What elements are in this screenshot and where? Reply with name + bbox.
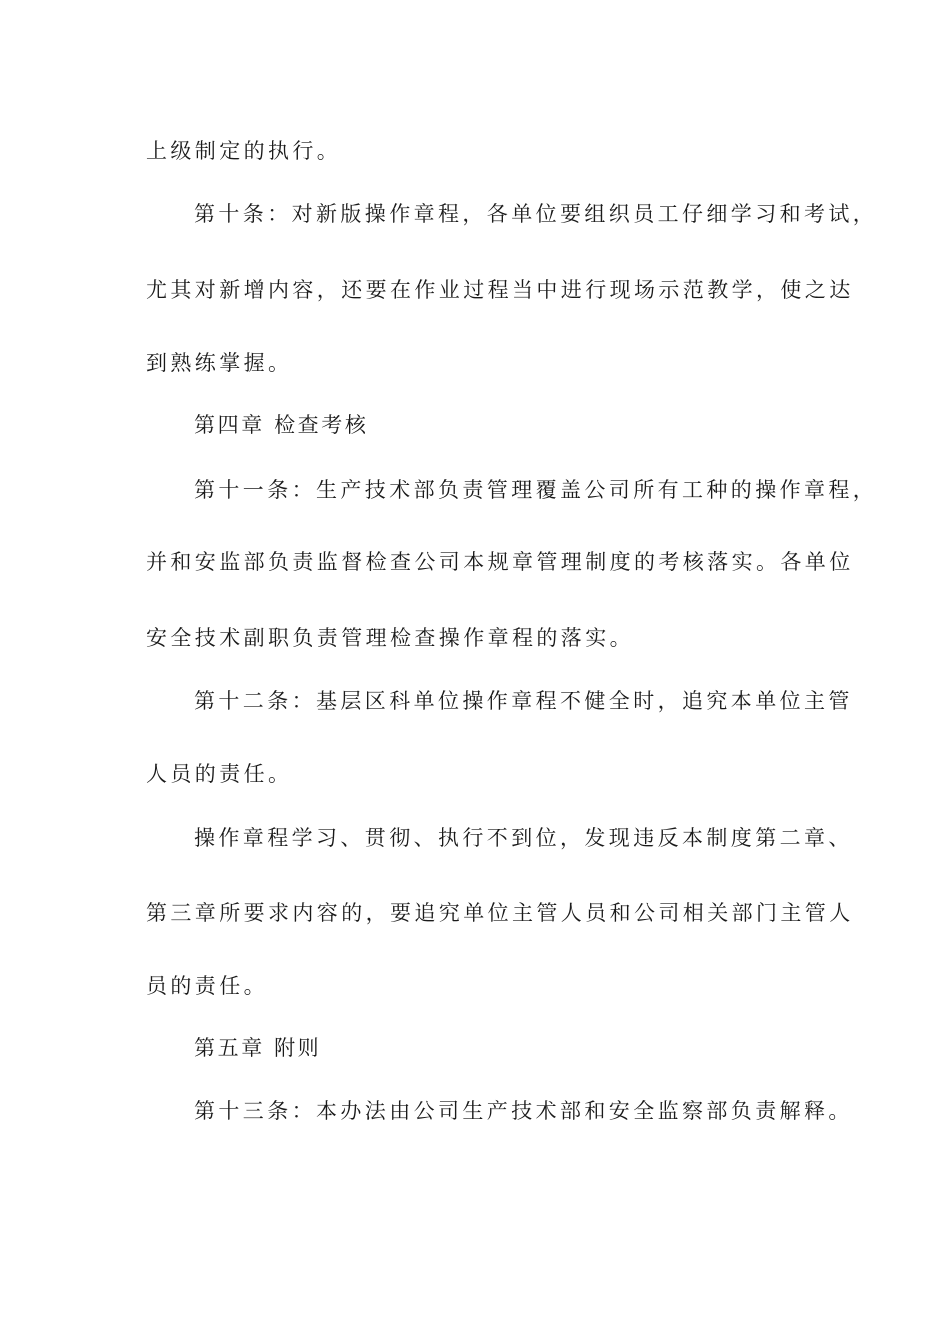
paragraph-line: 第十二条：基层区科单位操作章程不健全时，追究本单位主管 — [194, 689, 853, 713]
paragraph-line: 尤其对新增内容，还要在作业过程当中进行现场示范教学，使之达 — [146, 278, 854, 302]
paragraph-line: 安全技术副职负责管理检查操作章程的落实。 — [146, 626, 634, 650]
paragraph-line: 到熟练掌握。 — [146, 351, 293, 375]
chapter-heading: 第四章 检查考核 — [194, 413, 369, 437]
paragraph-line: 并和安监部负责监督检查公司本规章管理制度的考核落实。各单位 — [146, 550, 854, 574]
paragraph-line: 员的责任。 — [146, 974, 268, 998]
chapter-heading: 第五章 附则 — [194, 1036, 322, 1060]
paragraph-line: 第三章所要求内容的，要追究单位主管人员和公司相关部门主管人 — [146, 901, 854, 925]
paragraph-line: 操作章程学习、贯彻、执行不到位，发现违反本制度第二章、 — [194, 826, 853, 850]
paragraph-line: 第十一条：生产技术部负责管理覆盖公司所有工种的操作章程， — [194, 478, 878, 502]
paragraph-line: 第十条：对新版操作章程，各单位要组织员工仔细学习和考试， — [194, 202, 878, 226]
paragraph-line: 上级制定的执行。 — [146, 139, 342, 163]
paragraph-line: 第十三条：本办法由公司生产技术部和安全监察部负责解释。 — [194, 1099, 853, 1123]
paragraph-line: 人员的责任。 — [146, 762, 293, 786]
